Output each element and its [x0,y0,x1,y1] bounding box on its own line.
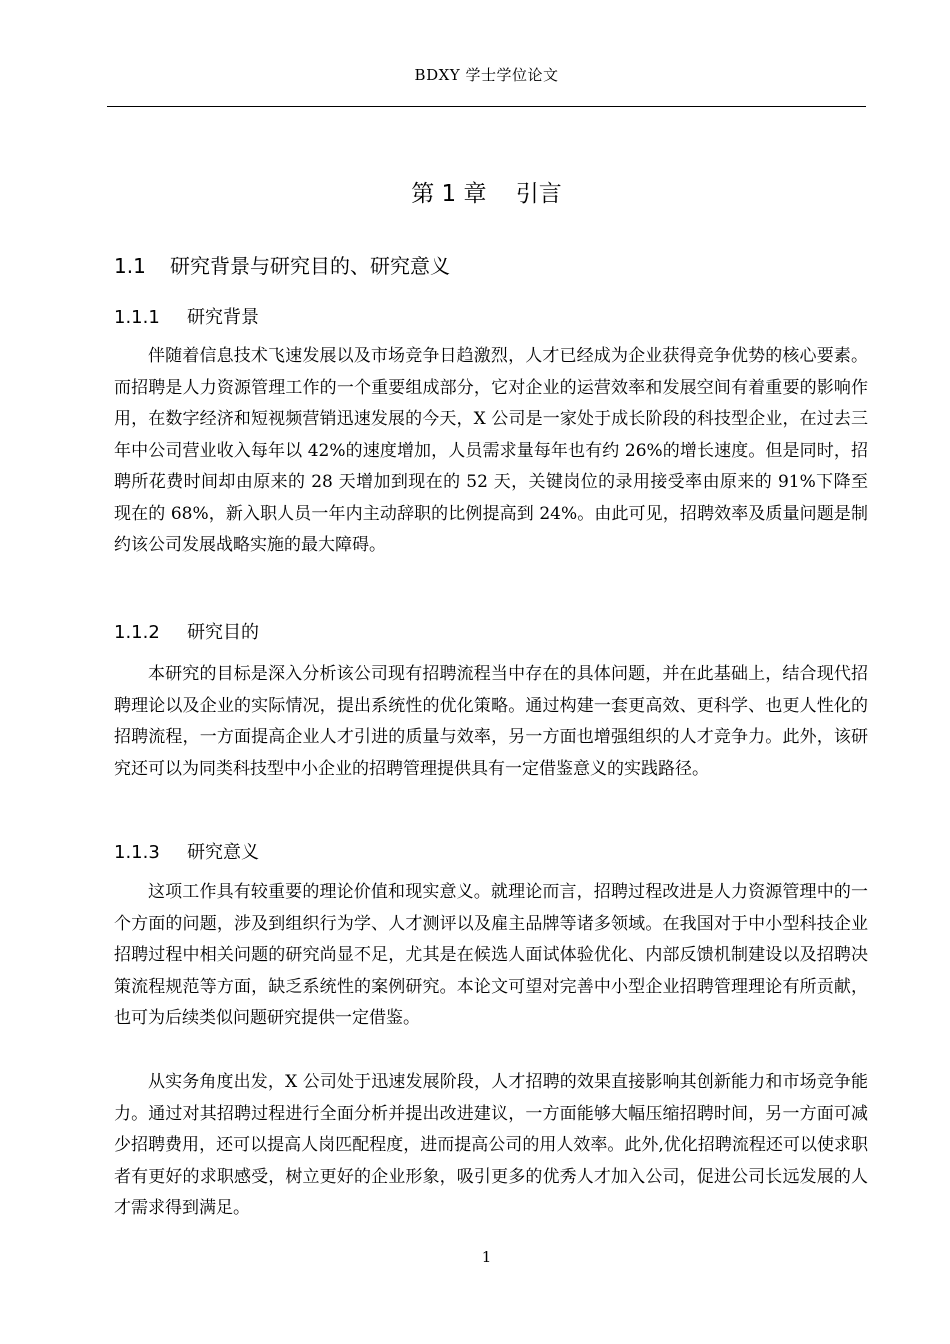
purpose-paragraph: 本研究的目标是深入分析该公司现有招聘流程当中存在的具体问题，并在此基础上，结合现代招聘理论以及企业的实际情况，提出系统性的优化策略。通过构建一套更高效、更科学、也更人性化的招聘流程，一方面提高企业人才引进的质量与效率，另一方面也增强组织的人才竞争力。此外，该研究还可以为同类科技型中小企业的招聘管理提供具有一定借鉴意义的实践路径。 [114,664,868,779]
section-heading-1-1-3 [114,839,259,867]
page-number: 1 [481,1248,492,1266]
section-title: 研究背景与研究目的、研究意义 [170,254,450,278]
background-paragraph: 伴随着信息技术飞速发展以及市场竞争日趋激烈，人才已经成为企业获得竞争优势的核心要素。而招聘是人力资源管理工作的一个重要组成部分，它对企业的运营效率和发展空间有着重要的影响作用，在数字经济和短视频营销迅速发展的今天，X 公司是一家处于成长阶段的科技型企业，在过去三年中公司营业收入每年以 42%的速度增加，人员需求量每年也有约 26%的增长速度。但是同时，招聘所花费时间却由原来的 28 天增加到现在的 52 天，关键岗位的录用接受率由原来的 91%下降至现在的 68%，新入职人员一年内主动辞职的比例提高到 24%。由此可见，招聘效率及质量问题是制约该公司发展战略实施的最大障碍。 [114,346,868,555]
running-header: BDXY 学士学位论文 [414,66,559,84]
section-heading-1-1-1 [114,304,259,332]
section-number: 1.1 [114,254,146,278]
section-number: 1.1.1 [114,307,160,328]
significance-paragraph-theory: 这项工作具有较重要的理论价值和现实意义。就理论而言，招聘过程改进是人力资源管理中的一个方面的问题，涉及到组织行为学、人才测评以及雇主品牌等诸多领域。在我国对于中小型科技企业招聘过程中相关问题的研究尚显不足，尤其是在候选人面试体验优化、内部反馈机制建设以及招聘决策流程规范等方面，缺乏系统性的案例研究。本论文可望对完善中小型企业招聘管理理论有所贡献，也可为后续类似问题研究提供一定借鉴。 [114,882,868,1028]
significance-paragraph-practice: 从实务角度出发，X 公司处于迅速发展阶段，人才招聘的效果直接影响其创新能力和市场竞争能力。通过对其招聘过程进行全面分析并提出改进建议，一方面能够大幅压缩招聘时间，另一方面可减少招聘费用，还可以提高人岗匹配程度，进而提高公司的用人效率。此外,优化招聘流程还可以使求职者有更好的求职感受，树立更好的企业形象，吸引更多的优秀人才加入公司，促进公司长远发展的人才需求得到满足。 [114,1072,868,1218]
section-number: 1.1.2 [114,622,160,643]
section-heading-1-1 [114,251,450,281]
header-rule [107,106,866,107]
section-heading-1-1-2 [114,619,259,647]
section-number: 1.1.3 [114,842,160,863]
chapter-title: 第 1 章 引言 [411,181,562,207]
section-title: 研究目的 [187,622,259,643]
section-title: 研究背景 [187,307,259,328]
section-title: 研究意义 [187,842,259,863]
